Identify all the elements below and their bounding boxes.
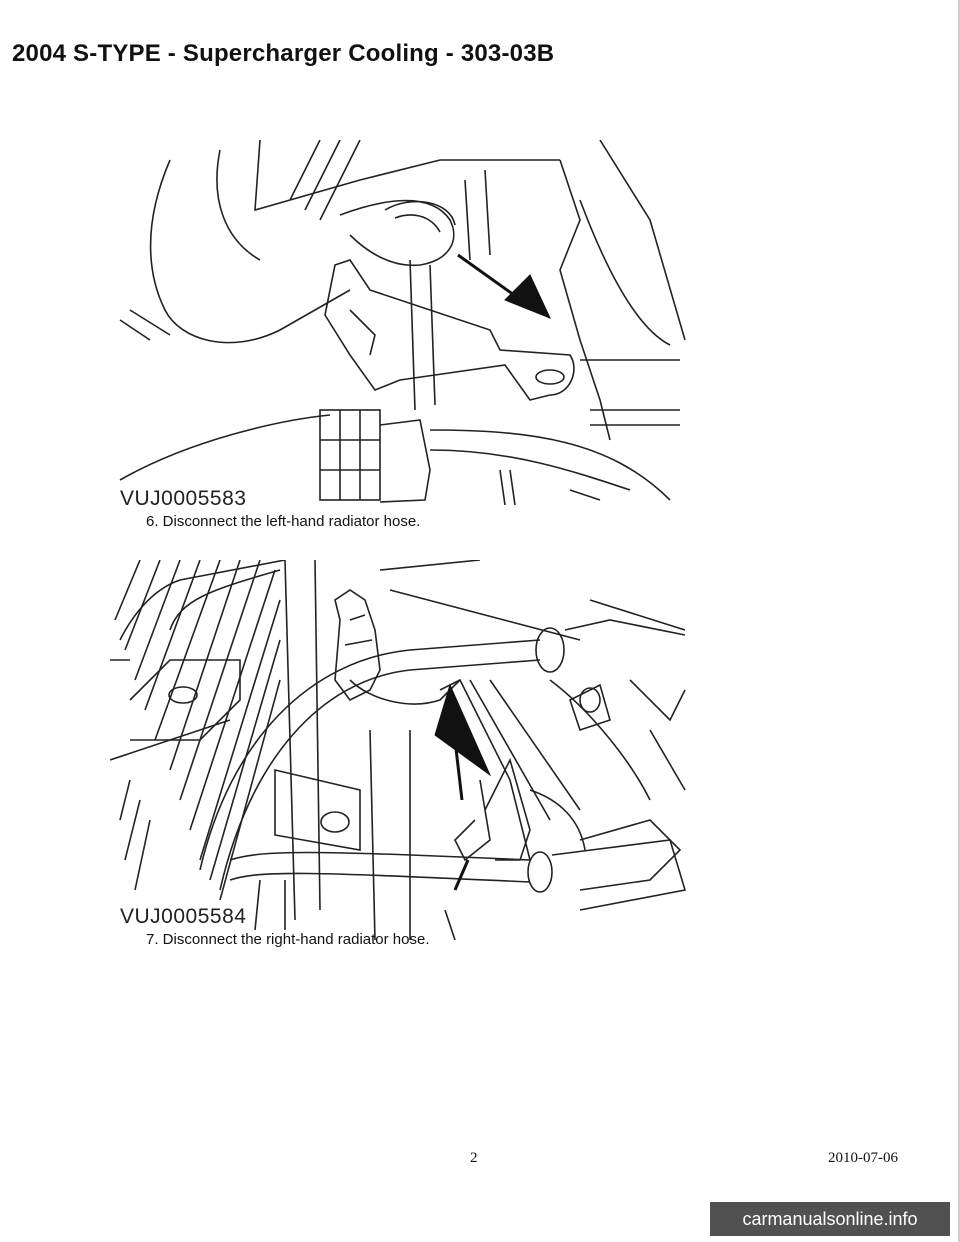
page-number: 2 bbox=[470, 1150, 478, 1166]
page-date: 2010-07-06 bbox=[828, 1150, 898, 1166]
illustration-right-hose bbox=[110, 560, 700, 940]
figure-id-2: VUJ0005584 bbox=[116, 905, 250, 929]
page-title: 2004 S-TYPE - Supercharger Cooling - 303-03B bbox=[12, 40, 555, 67]
figure-id-1: VUJ0005583 bbox=[116, 487, 250, 511]
watermark: carmanualsonline.info bbox=[710, 1202, 950, 1236]
figure-right-hand-radiator-hose bbox=[110, 560, 700, 940]
pointer-arrow-icon bbox=[505, 275, 550, 318]
figure-caption-2: 7. Disconnect the right-hand radiator hose. bbox=[146, 931, 430, 948]
figure-caption-1: 6. Disconnect the left-hand radiator hose. bbox=[146, 513, 421, 530]
figure-left-hand-radiator-hose bbox=[110, 140, 700, 510]
illustration-left-hose bbox=[110, 140, 700, 510]
pointer-arrow-icon bbox=[435, 685, 490, 775]
